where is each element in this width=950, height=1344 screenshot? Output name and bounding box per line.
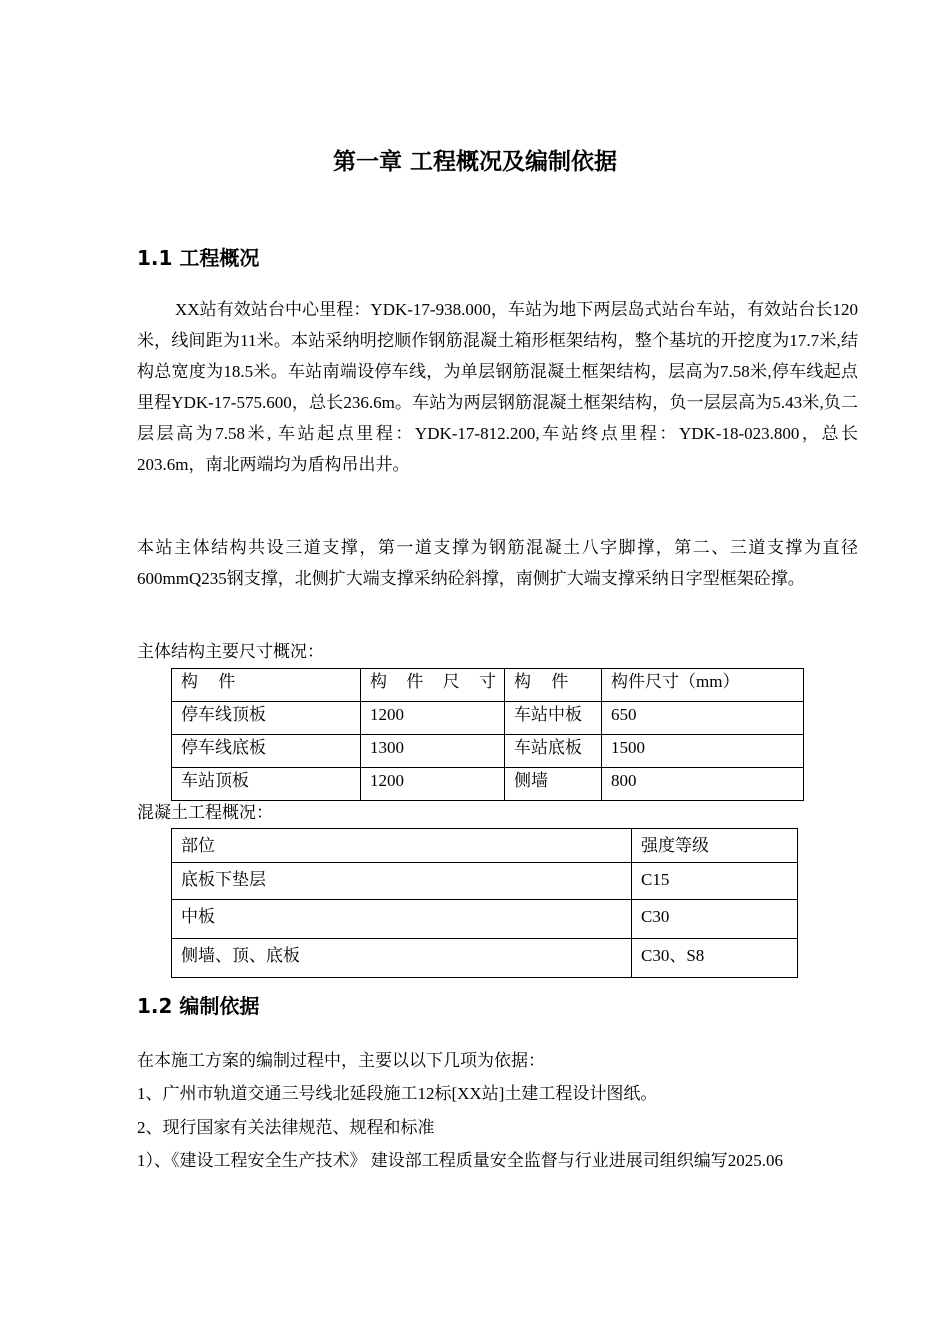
- section-heading-1-2: 1.2 编制依据: [137, 994, 260, 1018]
- overview-paragraph: XX站有效站台中心里程：YDK-17-938.000，车站为地下两层岛式站台车站，有效站台长120米，线间距为11米。本站采纳明挖顺作钢筋混凝土箱形框架结构，整个基坑的开挖度为17.7米,结构总宽度为18.5米。车站南端设停车线，为单层钢筋混凝土框架结构，层高为7.58米,停车线起点里程YDK-17-575.600，总长236.6m。车站为两层钢筋混凝土框架结构，负一层层高为5.43米,负二层层高为7.58米, 车站起点里程：YDK-17-812.200,车站终点里程：YDK-18-023.800，总长203.6m，南北两端均为盾构吊出井。: [137, 300, 858, 474]
- table-cell: 车站底板: [505, 735, 602, 768]
- table-cell: 1200: [361, 768, 505, 801]
- table-row: [172, 863, 798, 900]
- table-cell: 车站顶板: [172, 768, 361, 801]
- basis-item-2: 2、现行国家有关法律规范、规程和标准: [137, 1118, 435, 1137]
- table-cell: 1200: [361, 702, 505, 735]
- table-header-row: [172, 669, 804, 702]
- table-header-cell: 构件尺寸（mm）: [602, 669, 804, 702]
- table-cell: 650: [602, 702, 804, 735]
- table-cell: C30: [632, 900, 798, 939]
- table-cell: 车站中板: [505, 702, 602, 735]
- table-row: [172, 939, 798, 978]
- basis-item-1: 1、广州市轨道交通三号线北延段施工12标[XX站]土建工程设计图纸。: [137, 1084, 658, 1103]
- table-header-cell: 构 件: [172, 669, 361, 702]
- table-row: [172, 735, 804, 768]
- chapter-title: 第一章 工程概况及编制依据: [332, 149, 617, 175]
- table-header-cell: 部位: [172, 829, 632, 863]
- table1-caption: 主体结构主要尺寸概况：: [137, 642, 324, 661]
- table-header-cell: 构 件 尺 寸: [361, 669, 505, 702]
- basis-item-3: 1）、《建设工程安全生产技术》 建设部工程质量安全监督与行业进展司组织编写2025.06: [137, 1151, 783, 1170]
- table-cell: 800: [602, 768, 804, 801]
- table2-caption: 混凝土工程概况：: [137, 803, 273, 822]
- structure-dimension-table: [171, 668, 804, 801]
- section-heading-1-1: 1.1 工程概况: [137, 246, 260, 270]
- table-cell: 停车线顶板: [172, 702, 361, 735]
- table-cell: 1300: [361, 735, 505, 768]
- table-row: [172, 768, 804, 801]
- concrete-grade-table: [171, 828, 798, 978]
- table-header-cell: 构 件: [505, 669, 602, 702]
- table-cell: 中板: [172, 900, 632, 939]
- table-cell: 停车线底板: [172, 735, 361, 768]
- table-cell: 侧墙: [505, 768, 602, 801]
- table-cell: 底板下垫层: [172, 863, 632, 900]
- table-row: [172, 702, 804, 735]
- table-row: [172, 900, 798, 939]
- table-header-cell: 强度等级: [632, 829, 798, 863]
- table-cell: C30、S8: [632, 939, 798, 978]
- support-paragraph: 本站主体结构共设三道支撑，第一道支撑为钢筋混凝土八字脚撑，第二、三道支撑为直径600mmQ235钢支撑，北侧扩大端支撑采纳砼斜撑，南侧扩大端支撑采纳日字型框架砼撑。: [137, 538, 858, 588]
- table-header-row: [172, 829, 798, 863]
- table-cell: 侧墙、顶、底板: [172, 939, 632, 978]
- table-cell: 1500: [602, 735, 804, 768]
- basis-intro: 在本施工方案的编制过程中，主要以以下几项为依据：: [137, 1051, 545, 1070]
- table-cell: C15: [632, 863, 798, 900]
